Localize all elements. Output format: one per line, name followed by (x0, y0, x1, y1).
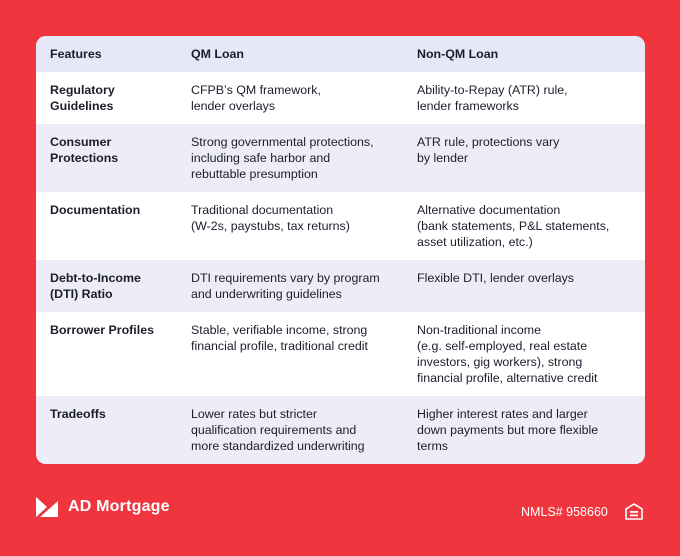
cell-text-line: Ability-to-Repay (ATR) rule, (417, 83, 568, 97)
table-row (36, 312, 645, 396)
brand-name: AD Mortgage (68, 498, 170, 515)
cell-text-line: ATR rule, protections vary (417, 135, 560, 149)
cell-text-line: terms (417, 439, 448, 453)
table-row (36, 396, 645, 464)
qm-cell (177, 72, 403, 124)
non-qm-cell (403, 396, 645, 464)
cell-text-line: down payments but more flexible (417, 423, 599, 437)
cell-text-line: Alternative documentation (417, 203, 561, 217)
non-qm-cell (403, 312, 645, 396)
cell-text-line: asset utilization, etc.) (417, 235, 533, 249)
cell-text-line: Higher interest rates and larger (417, 407, 588, 421)
cell-text-line: Regulatory (50, 83, 115, 97)
cell-text-line: CFPB’s QM framework, (191, 83, 321, 97)
cell-text-line: DTI requirements vary by program (191, 271, 380, 285)
cell-text-line: Borrower Profiles (50, 323, 154, 337)
qm-cell (177, 124, 403, 192)
cell-text-line: qualification requirements and (191, 423, 357, 437)
cell-text-line: (e.g. self-employed, real estate (417, 339, 588, 353)
equal-housing-icon (625, 503, 643, 520)
cell-text-line: lender overlays (191, 99, 276, 113)
non-qm-cell (403, 192, 645, 260)
cell-text-line: more standardized underwriting (191, 439, 365, 453)
cell-text-line: financial profile, traditional credit (191, 339, 369, 353)
qm-cell (177, 312, 403, 396)
cell-text-line: financial profile, alternative credit (417, 371, 598, 385)
cell-text-line: Flexible DTI, lender overlays (417, 271, 575, 285)
non-qm-cell (403, 72, 645, 124)
cell-text-line: Lower rates but stricter (191, 407, 318, 421)
table-row (36, 124, 645, 192)
cell-text-line: (W-2s, paystubs, tax returns) (191, 219, 350, 233)
cell-text-line: Traditional documentation (191, 203, 334, 217)
cell-text-line: Tradeoffs (50, 407, 106, 421)
cell-text-line: (bank statements, P&L statements, (417, 219, 610, 233)
cell-text-line: (DTI) Ratio (50, 287, 113, 301)
cell-text-line: including safe harbor and (191, 151, 331, 165)
table-row (36, 72, 645, 124)
cell-text-line: investors, gig workers), strong (417, 355, 583, 369)
qm-cell (177, 260, 403, 312)
comparison-table-card (36, 36, 645, 464)
comparison-table (36, 36, 645, 464)
cell-text-line: Debt-to-Income (50, 271, 141, 285)
cell-text-line: Non-traditional income (417, 323, 541, 337)
header-qm-loan: QM Loan (191, 47, 244, 61)
table-row (36, 260, 645, 312)
table-row (36, 192, 645, 260)
feature-cell (36, 396, 177, 464)
cell-text-line: Stable, verifiable income, strong (191, 323, 368, 337)
ad-mortgage-logo-icon (36, 497, 58, 517)
qm-cell (177, 192, 403, 260)
cell-text-line: Guidelines (50, 99, 114, 113)
cell-text-line: Documentation (50, 203, 141, 217)
feature-cell (36, 260, 177, 312)
feature-cell (36, 192, 177, 260)
qm-cell (177, 396, 403, 464)
non-qm-cell (403, 124, 645, 192)
feature-cell (36, 72, 177, 124)
nmls-number: NMLS# 958660 (521, 505, 608, 519)
feature-cell (36, 312, 177, 396)
cell-text-line: and underwriting guidelines (191, 287, 342, 301)
cell-text-line: by lender (417, 151, 468, 165)
brand-logo (36, 497, 170, 517)
feature-cell (36, 124, 177, 192)
cell-text-line: Consumer (50, 135, 112, 149)
table-header-row (36, 36, 645, 72)
header-features: Features (50, 47, 102, 61)
cell-text-line: rebuttable presumption (191, 167, 318, 181)
cell-text-line: lender frameworks (417, 99, 519, 113)
header-non-qm-loan: Non-QM Loan (417, 47, 499, 61)
non-qm-cell (403, 260, 645, 312)
cell-text-line: Protections (50, 151, 119, 165)
cell-text-line: Strong governmental protections, (191, 135, 374, 149)
